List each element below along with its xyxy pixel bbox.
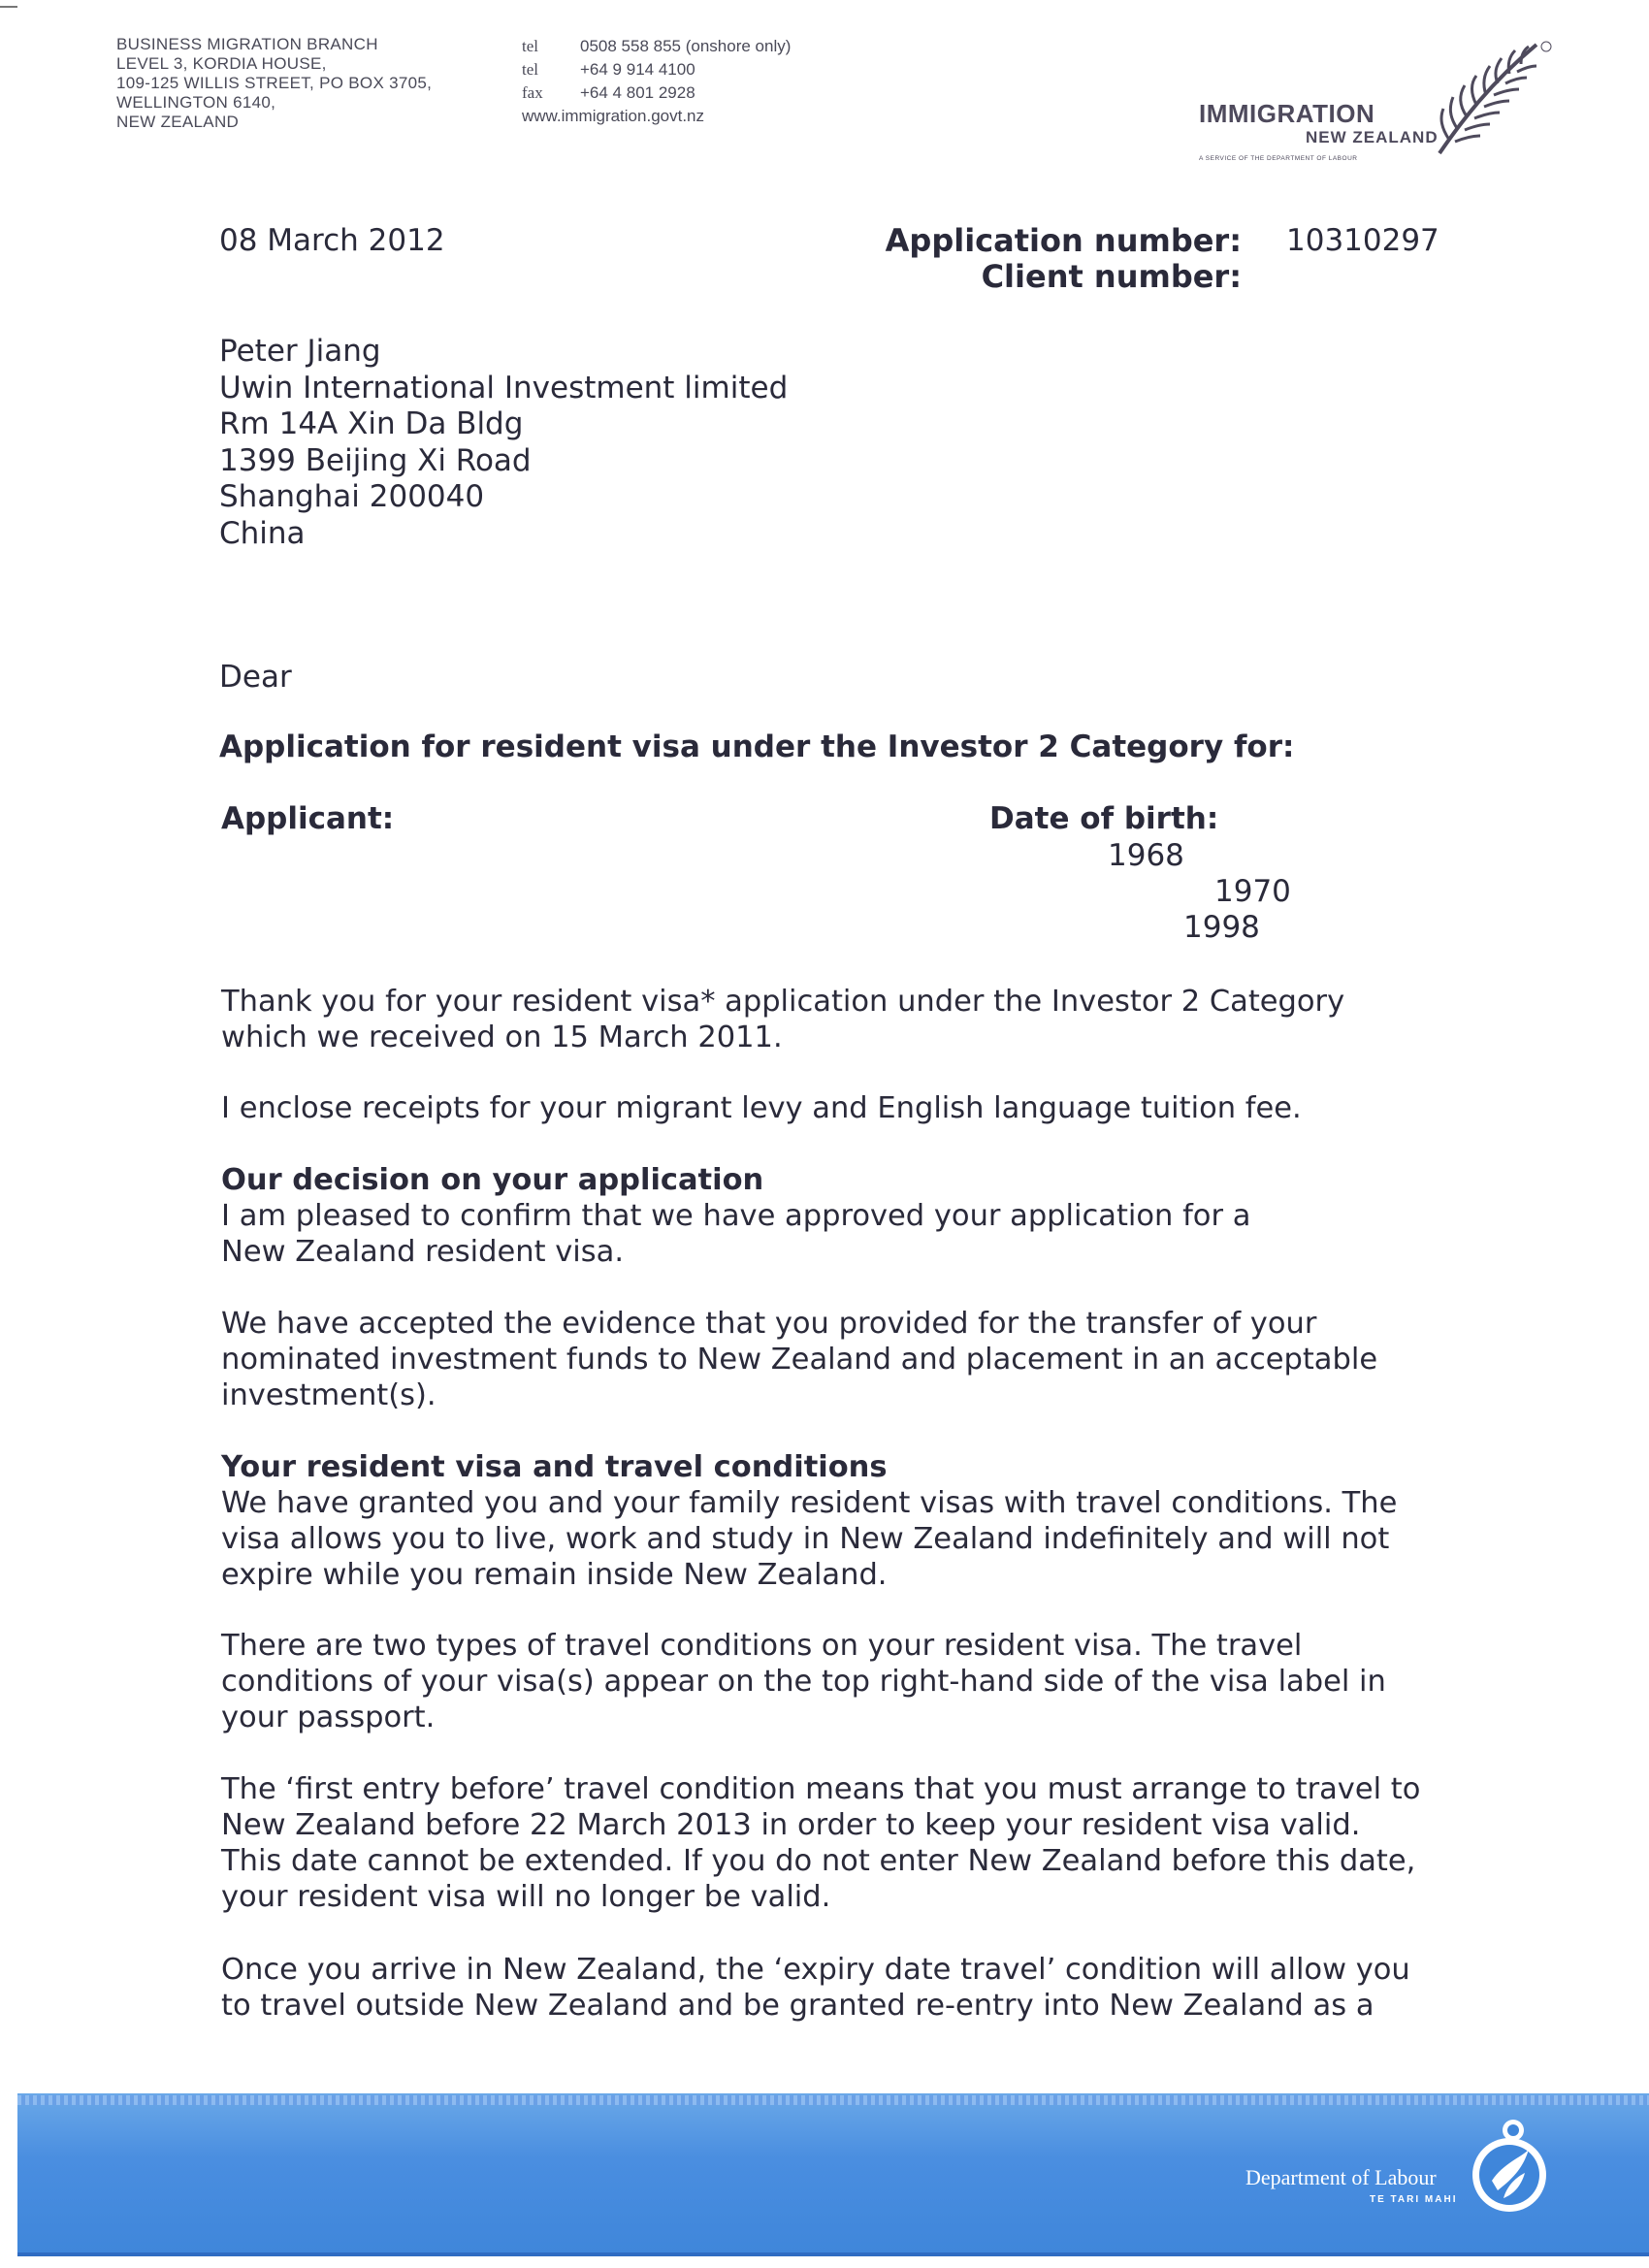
types-paragraph — [221, 1628, 1386, 1735]
recipient-address — [219, 334, 788, 552]
applicant-label: Applicant: — [221, 801, 395, 836]
contact-value: +64 9 914 4100 — [580, 60, 695, 79]
logo-tagline: A SERVICE OF THE DEPARTMENT OF LABOUR — [1199, 155, 1358, 162]
evidence-paragraph — [221, 1306, 1377, 1413]
dob-label: Date of birth: — [989, 801, 1219, 836]
conditions-section — [221, 1449, 1397, 1593]
text-line: We have accepted the evidence that you provided for the transfer of your — [221, 1307, 1317, 1341]
text-line: visa allows you to live, work and study in New Zealand indefinitely and will not — [221, 1522, 1390, 1556]
text-line: We have granted you and your family resident visas with travel conditions. The — [221, 1486, 1398, 1520]
website-link: www.immigration.govt.nz — [522, 107, 705, 125]
contact-label: fax — [522, 83, 543, 102]
footer-rule — [17, 2252, 1649, 2256]
contact-value: +64 4 801 2928 — [580, 83, 695, 102]
address-line: BUSINESS MIGRATION BRANCH — [116, 35, 378, 53]
recipient-line: Shanghai 200040 — [219, 479, 485, 514]
text-line: Once you arrive in New Zealand, the ‘expiry date travel’ condition will allow you — [221, 1953, 1410, 1987]
intro-paragraph — [221, 984, 1344, 1055]
text-line: investment(s). — [221, 1378, 436, 1412]
salutation: Dear — [219, 660, 292, 695]
logo-subtitle: NEW ZEALAND — [1306, 128, 1439, 146]
first-entry-paragraph — [221, 1771, 1420, 1915]
dob-year: 1970 — [1214, 874, 1291, 909]
contact-row — [522, 105, 791, 128]
text-line: conditions of your visa(s) appear on the top right-hand side of the visa label in — [221, 1665, 1386, 1699]
recipient-line: Uwin International Investment limited — [219, 370, 789, 405]
recipient-line: Rm 14A Xin Da Bldg — [219, 406, 524, 441]
text-line: nominated investment funds to New Zealand and placement in an acceptable — [221, 1343, 1378, 1377]
receipts-paragraph: I enclose receipts for your migrant levy and English language tuition fee. — [221, 1091, 1302, 1125]
decision-section — [221, 1162, 1250, 1270]
contact-row — [522, 35, 791, 58]
application-number: 10310297 — [1286, 223, 1439, 258]
contact-value: 0508 558 855 (onshore only) — [580, 37, 792, 55]
logo-word: IMMIGRATION — [1199, 99, 1375, 128]
contact-row — [522, 58, 791, 81]
text-line: Thank you for your resident visa* application under the Investor 2 Category — [221, 985, 1345, 1019]
department-maori-name: TE TARI MAHI — [1370, 2194, 1458, 2205]
recipient-line: Peter Jiang — [219, 334, 381, 369]
text-line: This date cannot be extended. If you do not enter New Zealand before this date, — [221, 1844, 1416, 1878]
recipient-line: 1399 Beijing Xi Road — [219, 442, 532, 478]
dob-year: 1968 — [1108, 838, 1184, 873]
footer-band-edge — [17, 2095, 1649, 2105]
text-line: which we received on 15 March 2011. — [221, 1021, 783, 1054]
decision-heading: Our decision on your application — [221, 1163, 764, 1197]
contact-label: tel — [522, 37, 538, 55]
text-line: The ‘first entry before’ travel condition means that you must arrange to travel to — [221, 1772, 1421, 1806]
immigration-nz-logo — [1189, 35, 1558, 171]
text-line: expire while you remain inside New Zealand. — [221, 1558, 888, 1592]
contact-row — [522, 81, 791, 105]
text-line: your resident visa will no longer be valid. — [221, 1880, 831, 1914]
address-line: NEW ZEALAND — [116, 113, 240, 131]
conditions-heading: Your resident visa and travel conditions — [221, 1450, 888, 1484]
text-line: New Zealand resident visa. — [221, 1235, 625, 1269]
department-name: Department of Labour — [1245, 2165, 1437, 2189]
client-number-label: Client number: — [981, 258, 1242, 295]
department-of-labour-logo-icon — [1465, 2113, 1554, 2221]
contact-details — [522, 35, 791, 128]
sender-address — [116, 35, 432, 132]
address-line: WELLINGTON 6140, — [116, 93, 276, 112]
text-line: I am pleased to confirm that we have approved your application for a — [221, 1199, 1251, 1233]
address-line: 109-125 WILLIS STREET, PO BOX 3705, — [116, 74, 433, 92]
expiry-paragraph — [221, 1952, 1410, 2024]
silver-fern-icon — [1422, 35, 1558, 161]
address-line: LEVEL 3, KORDIA HOUSE, — [116, 54, 327, 73]
application-number-label: Application number: — [885, 222, 1242, 259]
contact-label: tel — [522, 60, 538, 79]
corner-mark — [0, 6, 17, 8]
text-line: New Zealand before 22 March 2013 in order to keep your resident visa valid. — [221, 1808, 1361, 1842]
dob-year: 1998 — [1183, 910, 1260, 945]
text-line: to travel outside New Zealand and be granted re-entry into New Zealand as a — [221, 1989, 1374, 2023]
recipient-line: China — [219, 515, 306, 551]
text-line: your passport. — [221, 1701, 436, 1734]
text-line: There are two types of travel conditions on your resident visa. The travel — [221, 1629, 1303, 1663]
letter-date: 08 March 2012 — [219, 223, 445, 258]
reference-labels — [854, 223, 1242, 295]
subject-line: Application for resident visa under the Investor 2 Category for: — [219, 729, 1295, 764]
